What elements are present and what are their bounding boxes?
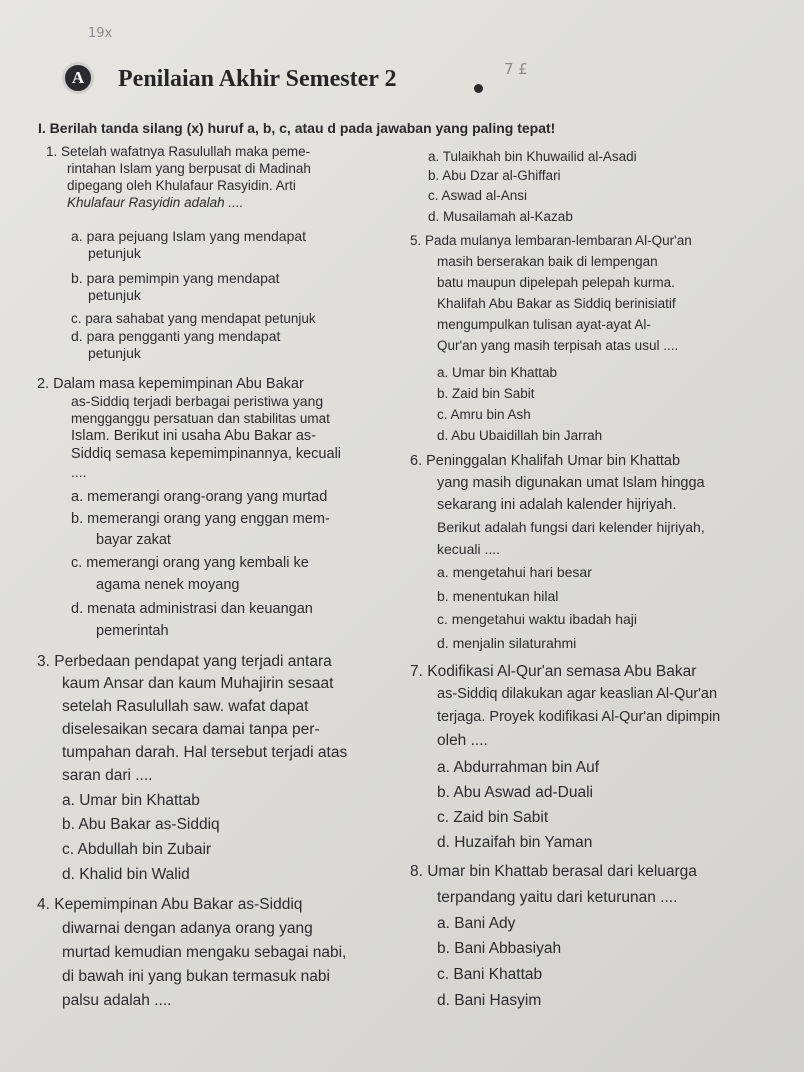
option-d: d. menjalin silaturahmi: [437, 635, 577, 651]
option-text: bayar zakat: [96, 532, 171, 548]
question-text: Islam. Berikut ini usaha Abu Bakar as-: [71, 428, 317, 444]
question-text: sekarang ini adalah kalender hijriyah.: [437, 497, 677, 513]
question-text: Qur'an yang masih terpisah atas usul ....: [437, 338, 679, 353]
question-text: terjaga. Proyek kodifikasi Al-Qur'an dipimpin: [437, 709, 721, 725]
title-bullet: [474, 84, 483, 93]
option-text: petunjuk: [88, 245, 141, 261]
question-text: mengumpulkan tulisan ayat-ayat Al-: [437, 317, 651, 332]
option-c: c. Aswad al-Ansi: [428, 188, 528, 203]
question-5: 5. Pada mulanya lembaran-lembaran Al-Qur'an: [410, 233, 692, 248]
option-c: c. mengetahui waktu ibadah haji: [437, 611, 638, 627]
question-7: 7. Kodifikasi Al-Qur'an semasa Abu Bakar: [410, 663, 697, 680]
question-text: dipegang oleh Khulafaur Rasyidin. Arti: [67, 178, 296, 193]
question-text: yang masih digunakan umat Islam hingga: [437, 475, 705, 491]
option-c: c. para sahabat yang mendapat petunjuk: [71, 311, 316, 326]
option-a: a. mengetahui hari besar: [437, 564, 592, 580]
question-text: terpandang yaitu dari keturunan ....: [437, 889, 678, 906]
question-text: kaum Ansar dan kaum Muhajirin sesaat: [62, 675, 334, 692]
question-text: palsu adalah ....: [62, 992, 172, 1009]
option-text: petunjuk: [88, 345, 141, 361]
option-b: b. memerangi orang yang enggan mem-: [71, 511, 330, 527]
option-d: d. Khalid bin Walid: [62, 866, 190, 883]
option-c: c. Zaid bin Sabit: [437, 809, 549, 826]
option-a: a. Umar bin Khattab: [62, 792, 200, 809]
option-b: b. menentukan hilal: [437, 588, 559, 604]
option-d: d. Huzaifah bin Yaman: [437, 834, 593, 851]
option-d: d. para pengganti yang mendapat: [71, 328, 281, 344]
option-text: pemerintah: [96, 623, 169, 639]
option-d: d. menata administrasi dan keuangan: [71, 601, 313, 617]
question-text: ....: [71, 464, 87, 480]
option-a: a. memerangi orang-orang yang murtad: [71, 489, 328, 505]
option-d: d. Bani Hasyim: [437, 992, 542, 1009]
option-b: b. Abu Aswad ad-Duali: [437, 784, 593, 801]
instruction: I. Berilah tanda silang (x) huruf a, b, c, atau d pada jawaban yang paling tepat!: [38, 120, 556, 136]
question-6: 6. Peninggalan Khalifah Umar bin Khattab: [410, 453, 681, 469]
question-3: 3. Perbedaan pendapat yang terjadi antara: [37, 653, 332, 670]
question-text: tumpahan darah. Hal tersebut terjadi atas: [62, 744, 348, 761]
option-c: c. Abdullah bin Zubair: [62, 841, 212, 858]
question-4: 4. Kepemimpinan Abu Bakar as-Siddiq: [37, 896, 303, 913]
option-a: a. Bani Ady: [437, 915, 516, 932]
option-b: b. Abu Bakar as-Siddiq: [62, 816, 220, 833]
option-a: a. Abdurrahman bin Auf: [437, 759, 600, 776]
question-1: 1. Setelah wafatnya Rasulullah maka peme-: [46, 144, 311, 159]
question-text: di bawah ini yang bukan termasuk nabi: [62, 968, 330, 985]
section-badge: A: [62, 62, 94, 94]
question-text: batu maupun dipelepah pelepah kurma.: [437, 275, 675, 290]
question-text: as-Siddiq dilakukan agar keaslian Al-Qur'an: [437, 686, 718, 702]
question-text: saran dari ....: [62, 767, 153, 784]
question-text: Siddiq semasa kepemimpinannya, kecuali: [71, 446, 342, 462]
question-text: kecuali ....: [437, 541, 501, 557]
option-a: a. para pejuang Islam yang mendapat: [71, 228, 307, 244]
question-8: 8. Umar bin Khattab berasal dari keluarga: [410, 863, 697, 880]
option-d: d. Abu Ubaidillah bin Jarrah: [437, 428, 603, 443]
option-b: b. Bani Abbasiyah: [437, 940, 562, 957]
option-c: c. Amru bin Ash: [437, 407, 531, 422]
option-b: b. Zaid bin Sabit: [437, 386, 535, 401]
question-text: diselesaikan secara damai tanpa per-: [62, 721, 320, 738]
question-text: mengganggu persatuan dan stabilitas umat: [71, 411, 330, 426]
question-text: rintahan Islam yang berpusat di Madinah: [67, 161, 311, 176]
page-title: Penilaian Akhir Semester 2: [118, 66, 397, 92]
question-text: masih berserakan baik di lempengan: [437, 254, 658, 269]
option-c: c. Bani Khattab: [437, 966, 543, 983]
option-b: b. Abu Dzar al-Ghiffari: [428, 168, 561, 183]
question-text: murtad kemudian mengaku sebagai nabi,: [62, 944, 347, 961]
margin-note: 7 £: [504, 60, 528, 78]
option-text: petunjuk: [88, 287, 141, 303]
question-2: 2. Dalam masa kepemimpinan Abu Bakar: [37, 376, 304, 392]
option-a: a. Tulaikhah bin Khuwailid al-Asadi: [428, 149, 637, 164]
question-text: diwarnai dengan adanya orang yang: [62, 920, 313, 937]
option-a: a. Umar bin Khattab: [437, 365, 558, 380]
option-d: d. Musailamah al-Kazab: [428, 209, 573, 224]
question-text: Khulafaur Rasyidin adalah ....: [67, 195, 244, 210]
margin-note: 19x: [88, 26, 113, 41]
question-text: as-Siddiq terjadi berbagai peristiwa yang: [71, 393, 324, 409]
option-c: c. memerangi orang yang kembali ke: [71, 555, 309, 571]
question-text: Berikut adalah fungsi dari kelender hijriyah,: [437, 519, 705, 535]
question-text: setelah Rasulullah saw. wafat dapat: [62, 698, 309, 715]
option-text: agama nenek moyang: [96, 577, 240, 593]
question-text: Khalifah Abu Bakar as Siddiq berinisiatif: [437, 296, 676, 311]
option-b: b. para pemimpin yang mendapat: [71, 270, 280, 286]
question-text: oleh ....: [437, 732, 488, 749]
